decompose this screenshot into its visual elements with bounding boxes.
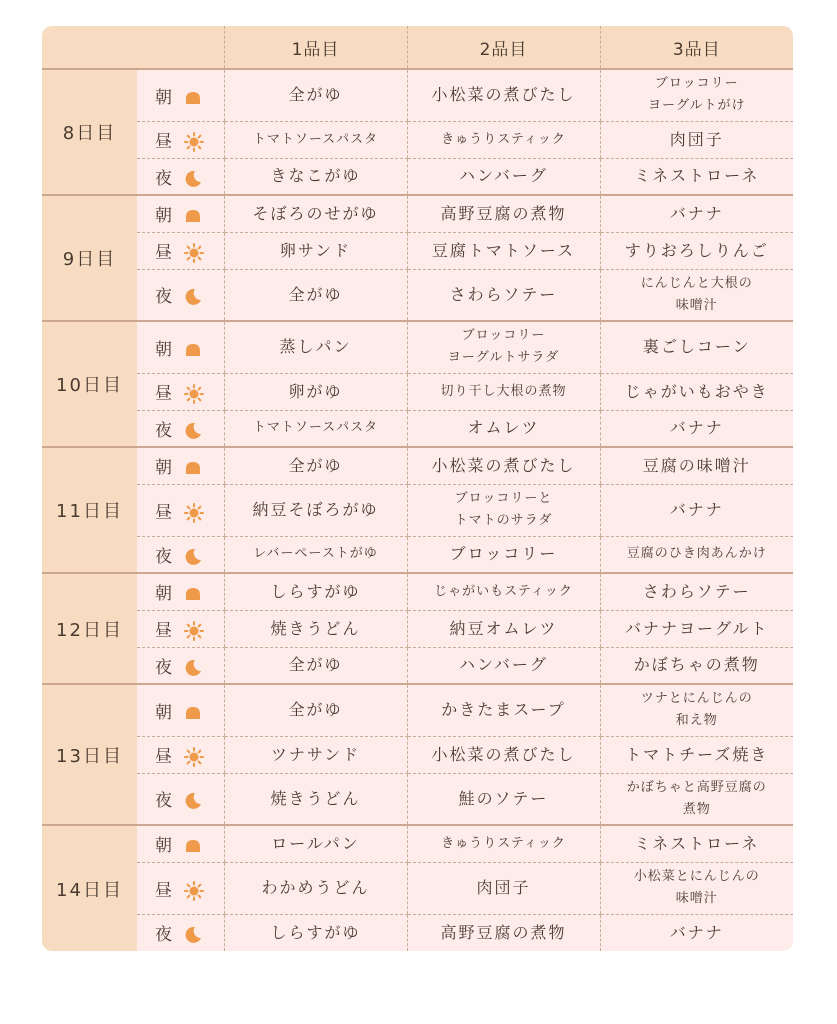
dish-cell-3: 裏ごしコーン: [600, 321, 793, 373]
meal-type-label: 夜: [155, 420, 172, 441]
dish-cell-2: ブロッコリーと トマトのサラダ: [407, 484, 600, 536]
meal-type-label: 昼: [155, 880, 172, 901]
meal-type-cell: [137, 825, 224, 862]
dish-cell-1: 全がゆ: [224, 447, 407, 484]
meal-type-label: 夜: [155, 546, 172, 567]
day-label: 13日目: [42, 684, 137, 825]
dish-cell-3: かぼちゃの煮物: [600, 647, 793, 684]
meal-type-label: 朝: [155, 702, 172, 723]
header-col-1: 1品目: [224, 26, 407, 69]
sun-icon: [184, 747, 204, 767]
dish-cell-3: じゃがいもおやき: [600, 373, 793, 410]
dish-cell-2: きゅうりスティック: [407, 121, 600, 158]
meal-type-label: 昼: [155, 747, 172, 767]
meal-row: [42, 773, 793, 825]
sun-icon: [184, 621, 204, 641]
sun-icon: [184, 132, 204, 152]
dish-cell-2: 切り干し大根の煮物: [407, 373, 600, 410]
dish-cell-3: トマトチーズ焼き: [600, 736, 793, 773]
meal-type-cell: [137, 684, 224, 736]
dish-cell-2: 高野豆腐の煮物: [407, 914, 600, 951]
dish-cell-2: きゅうりスティック: [407, 825, 600, 862]
sun-icon: [184, 243, 204, 263]
meal-type-cell: [137, 447, 224, 484]
dish-cell-2: 小松菜の煮びたし: [407, 69, 600, 121]
header-col-3: 3品目: [600, 26, 793, 69]
dish-cell-2: ハンバーグ: [407, 647, 600, 684]
meal-type-cell: [137, 647, 224, 684]
dish-cell-3: バナナ: [600, 410, 793, 447]
meal-type-cell: [137, 410, 224, 447]
bread-icon: [184, 706, 202, 720]
dish-cell-1: 卵サンド: [224, 232, 407, 269]
meal-type-label: 夜: [155, 168, 172, 189]
header-col-2: 2品目: [407, 26, 600, 69]
meal-type-cell: [137, 736, 224, 773]
meal-row: [42, 269, 793, 321]
dish-cell-1: しらすがゆ: [224, 914, 407, 951]
moon-icon: [184, 792, 202, 810]
meal-row: [42, 69, 793, 121]
bread-icon: [184, 587, 202, 601]
meal-type-label: 昼: [155, 621, 172, 641]
day-label: 10日目: [42, 321, 137, 447]
dish-cell-3: バナナ: [600, 484, 793, 536]
dish-cell-3: 豆腐のひき肉あんかけ: [600, 536, 793, 573]
meal-row: [42, 536, 793, 573]
meal-type-cell: [137, 69, 224, 121]
sun-icon: [184, 384, 204, 404]
moon-icon: [184, 926, 202, 944]
meal-type-cell: [137, 536, 224, 573]
sun-icon: [184, 503, 204, 523]
dish-cell-1: ツナサンド: [224, 736, 407, 773]
sun-icon: [184, 881, 204, 901]
dish-cell-3: ミネストローネ: [600, 158, 793, 195]
dish-cell-1: 全がゆ: [224, 269, 407, 321]
dish-cell-2: ブロッコリー ヨーグルトサラダ: [407, 321, 600, 373]
dish-cell-3: にんじんと大根の 味噌汁: [600, 269, 793, 321]
day-label: 12日目: [42, 573, 137, 684]
dish-cell-1: 全がゆ: [224, 684, 407, 736]
header-corner: [42, 26, 224, 69]
dish-cell-3: かぼちゃと高野豆腐の 煮物: [600, 773, 793, 825]
meal-plan-body: [42, 69, 793, 951]
dish-cell-2: オムレツ: [407, 410, 600, 447]
meal-row: [42, 232, 793, 269]
meal-row: [42, 647, 793, 684]
dish-cell-1: わかめうどん: [224, 862, 407, 914]
meal-type-cell: [137, 610, 224, 647]
moon-icon: [184, 170, 202, 188]
day-label: 11日目: [42, 447, 137, 573]
meal-type-cell: [137, 158, 224, 195]
moon-icon: [184, 422, 202, 440]
dish-cell-3: 豆腐の味噌汁: [600, 447, 793, 484]
meal-type-cell: [137, 373, 224, 410]
dish-cell-3: バナナヨーグルト: [600, 610, 793, 647]
meal-row: [42, 610, 793, 647]
meal-type-cell: [137, 862, 224, 914]
dish-cell-1: 納豆そぼろがゆ: [224, 484, 407, 536]
meal-plan-table: [42, 26, 793, 951]
meal-type-cell: [137, 232, 224, 269]
bread-icon: [184, 343, 202, 357]
dish-cell-3: すりおろしりんご: [600, 232, 793, 269]
meal-type-label: 夜: [155, 657, 172, 678]
dish-cell-1: しらすがゆ: [224, 573, 407, 610]
meal-row: [42, 373, 793, 410]
meal-type-cell: [137, 321, 224, 373]
meal-type-label: 夜: [155, 287, 172, 308]
meal-type-cell: [137, 573, 224, 610]
meal-type-cell: [137, 773, 224, 825]
dish-cell-2: 納豆オムレツ: [407, 610, 600, 647]
dish-cell-2: ハンバーグ: [407, 158, 600, 195]
dish-cell-2: 肉団子: [407, 862, 600, 914]
dish-cell-2: 小松菜の煮びたし: [407, 447, 600, 484]
meal-type-label: 夜: [155, 791, 172, 812]
dish-cell-2: 鮭のソテー: [407, 773, 600, 825]
dish-cell-3: バナナ: [600, 914, 793, 951]
dish-cell-1: 全がゆ: [224, 69, 407, 121]
day-label: 9日目: [42, 195, 137, 321]
dish-cell-2: じゃがいもスティック: [407, 573, 600, 610]
moon-icon: [184, 659, 202, 677]
bread-icon: [184, 461, 202, 475]
meal-type-label: 朝: [155, 206, 172, 227]
dish-cell-1: 卵がゆ: [224, 373, 407, 410]
dish-cell-1: トマトソースパスタ: [224, 410, 407, 447]
dish-cell-1: トマトソースパスタ: [224, 121, 407, 158]
meal-row: [42, 684, 793, 736]
meal-row: [42, 914, 793, 951]
dish-cell-1: 焼きうどん: [224, 610, 407, 647]
meal-row: [42, 736, 793, 773]
dish-cell-3: ミネストローネ: [600, 825, 793, 862]
meal-row: [42, 484, 793, 536]
meal-type-label: 朝: [155, 584, 172, 605]
meal-type-label: 朝: [155, 458, 172, 479]
meal-row: [42, 321, 793, 373]
meal-row: [42, 573, 793, 610]
dish-cell-1: 蒸しパン: [224, 321, 407, 373]
meal-type-label: 昼: [155, 384, 172, 404]
dish-cell-3: さわらソテー: [600, 573, 793, 610]
dish-cell-3: 肉団子: [600, 121, 793, 158]
bread-icon: [184, 839, 202, 853]
dish-cell-1: 焼きうどん: [224, 773, 407, 825]
dish-cell-3: 小松菜とにんじんの 味噌汁: [600, 862, 793, 914]
meal-type-cell: [137, 269, 224, 321]
dish-cell-2: 豆腐トマトソース: [407, 232, 600, 269]
meal-row: [42, 195, 793, 232]
meal-type-label: 昼: [155, 502, 172, 523]
meal-type-cell: [137, 195, 224, 232]
meal-type-label: 昼: [155, 243, 172, 263]
meal-type-label: 朝: [155, 87, 172, 108]
meal-type-label: 朝: [155, 836, 172, 857]
meal-row: [42, 158, 793, 195]
dish-cell-2: かきたまスープ: [407, 684, 600, 736]
dish-cell-2: さわらソテー: [407, 269, 600, 321]
meal-type-label: 昼: [155, 132, 172, 152]
meal-type-label: 朝: [155, 339, 172, 360]
meal-type-cell: [137, 484, 224, 536]
dish-cell-1: そぼろのせがゆ: [224, 195, 407, 232]
header-row: [42, 26, 793, 69]
meal-row: [42, 825, 793, 862]
meal-type-cell: [137, 121, 224, 158]
dish-cell-1: きなこがゆ: [224, 158, 407, 195]
meal-row: [42, 862, 793, 914]
dish-cell-2: 高野豆腐の煮物: [407, 195, 600, 232]
bread-icon: [184, 209, 202, 223]
moon-icon: [184, 288, 202, 306]
dish-cell-2: 小松菜の煮びたし: [407, 736, 600, 773]
dish-cell-3: ツナとにんじんの 和え物: [600, 684, 793, 736]
dish-cell-3: バナナ: [600, 195, 793, 232]
dish-cell-2: ブロッコリー: [407, 536, 600, 573]
day-label: 8日目: [42, 69, 137, 195]
dish-cell-1: レバーペーストがゆ: [224, 536, 407, 573]
dish-cell-1: 全がゆ: [224, 647, 407, 684]
meal-type-label: 夜: [155, 925, 172, 946]
meal-type-cell: [137, 914, 224, 951]
dish-cell-3: ブロッコリー ヨーグルトがけ: [600, 69, 793, 121]
moon-icon: [184, 548, 202, 566]
dish-cell-1: ロールパン: [224, 825, 407, 862]
meal-row: [42, 447, 793, 484]
meal-row: [42, 410, 793, 447]
day-label: 14日目: [42, 825, 137, 951]
meal-row: [42, 121, 793, 158]
bread-icon: [184, 91, 202, 105]
